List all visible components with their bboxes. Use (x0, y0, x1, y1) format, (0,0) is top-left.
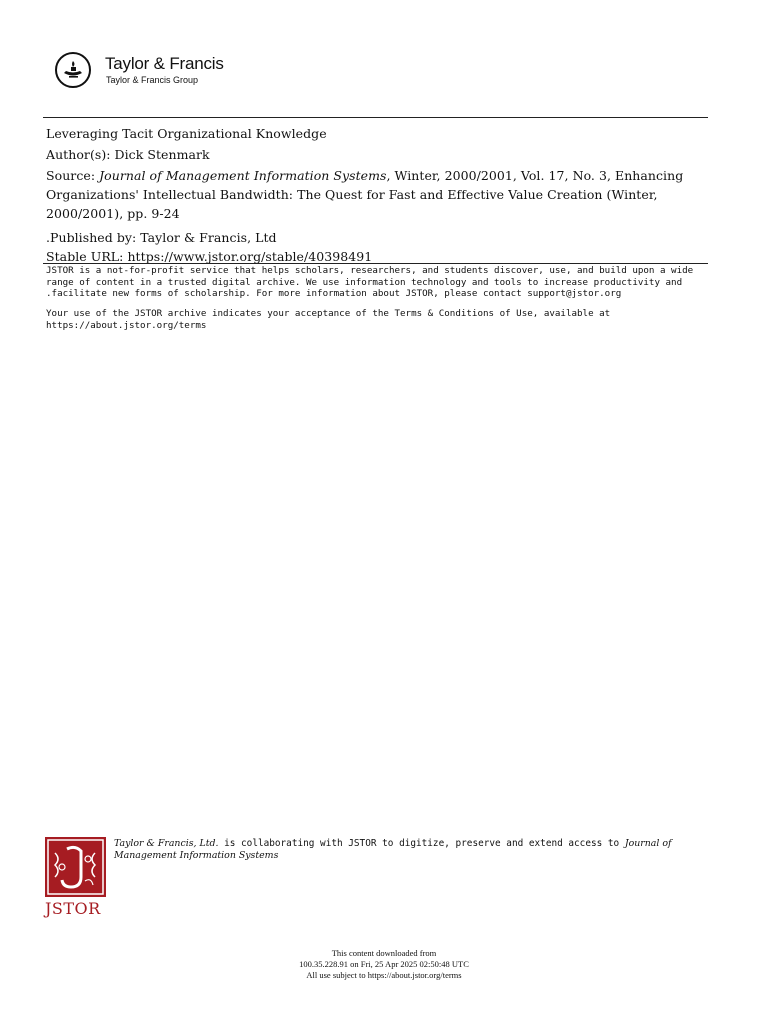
footer-line-2: 100.35.228.91 on Fri, 25 Apr 2025 02:50:48 UTC (299, 959, 469, 969)
stable-url-link[interactable]: Stable URL: https://www.jstor.org/stable/40398491 (46, 249, 373, 264)
publisher-group: Taylor & Francis Group (106, 75, 199, 85)
source-prefix: Source: (46, 168, 100, 183)
article-source (46, 166, 710, 223)
jstor-logo-text: JSTOR (45, 899, 101, 918)
publisher-name: Taylor & Francis (105, 54, 224, 73)
publisher-logo (55, 52, 91, 88)
lamp-icon (55, 52, 91, 88)
jstor-info-text: JSTOR is a not-for-profit service that helps scholars, researchers, and students discover, use, and build upon a wide range of content in a trusted digital archive. We use information technology and tools to increase productivity and .facilitate new forms of scholarship. For more information about JSTOR, please contact support@jstor.org (46, 265, 694, 299)
collaboration-notice (114, 838, 694, 861)
article-authors: Author(s): Dick Stenmark (46, 147, 210, 162)
divider-top (43, 117, 708, 118)
jstor-emblem-icon (45, 837, 106, 897)
source-details: , Winter, 2000/2001, Vol. 17, No. 3, Enhancing Organizations' Intellectual Bandwidth: The Quest for Fast and Effective Value Creation (Winter, 2000/2001), pp. 9-24 (46, 168, 684, 221)
journal-name: Journal of Management Information Systems (99, 168, 387, 183)
divider-bottom (43, 263, 708, 264)
footer-line-1: This content downloaded from (331, 948, 437, 958)
collab-text: is collaborating with JSTOR to digitize, preserve and extend access to (218, 838, 625, 849)
footer-line-3: All use subject to https://about.jstor.org/terms (306, 970, 462, 980)
collab-publisher: Taylor & Francis, Ltd. (114, 838, 219, 849)
published-by: .Published by: Taylor & Francis, Ltd (46, 230, 277, 245)
article-title: Leveraging Tacit Organizational Knowledge (46, 126, 327, 141)
collab-journal: Journal of Management Information Systems (114, 838, 672, 861)
terms-notice: Your use of the JSTOR archive indicates your acceptance of the Terms & Conditions of Use, available at https://about.jstor.org/terms (46, 308, 611, 331)
download-footer (234, 948, 534, 981)
